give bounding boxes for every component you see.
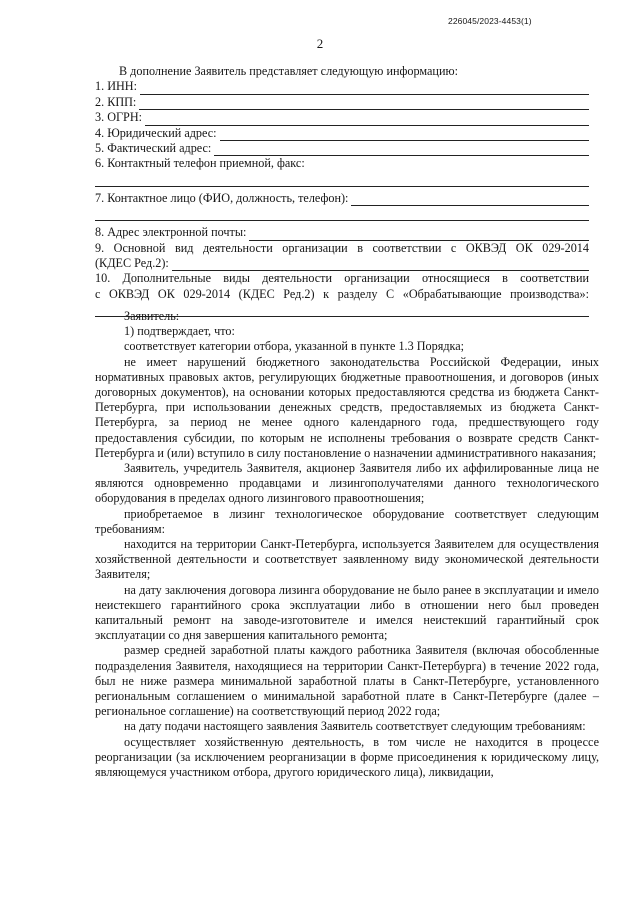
paragraph: находится на территории Санкт-Петербурга, используется Заявителем для осуществления хозяйственной деятельности и соответствует заявленному виду экономической деятельности Заявителя; bbox=[95, 537, 599, 582]
field-main-activity-label: 9. Основной вид деятельности организации в соответствии с ОКВЭД ОК 029-2014 bbox=[95, 240, 589, 255]
paragraph: на дату подачи настоящего заявления Заявитель соответствует следующим требованиям: bbox=[124, 719, 586, 734]
field-kpp-label: 2. КПП: bbox=[95, 94, 137, 109]
field-inn-blank[interactable] bbox=[140, 83, 589, 95]
paragraph: осуществляет хозяйственную деятельность, в том числе не находится в процессе реорганизации (за исключением реорганизации в форме присоединения к юридическому лицу, являющемуся участником отбора, другого юридического лица), ликвидации, bbox=[95, 734, 599, 780]
field-email-blank[interactable] bbox=[249, 229, 589, 241]
field-inn-label: 1. ИНН: bbox=[95, 79, 137, 94]
field-kpp-blank[interactable] bbox=[139, 98, 589, 110]
field-phone-label: 6. Контактный телефон приемной, факс: bbox=[95, 156, 305, 171]
field-ogrn-blank[interactable] bbox=[145, 114, 589, 126]
field-contact-person bbox=[95, 191, 589, 206]
page-number: 2 bbox=[316, 36, 324, 51]
field-contact-person-label: 7. Контактное лицо (ФИО, должность, телефон): bbox=[95, 190, 349, 205]
field-ogrn bbox=[95, 110, 589, 125]
paragraph: на дату заключения договора лизинга оборудование не было ранее в эксплуатации и имело неистекшего гарантийного срока эксплуатации либо в отношении него был проведен капитальный ремонт на заводе-изготовителе и имелся неистекший гарантийный срок эксплуатации со дня завершения капитального ремонта; bbox=[95, 582, 599, 643]
paragraph: размер средней заработной платы каждого работника Заявителя (включая обособленные подразделения Заявителя, находящиеся на территории Санкт-Петербурга) в течение 2022 года, был не ниже размера минимальной заработной платы в Санкт-Петербурге, установленного региональным соглашением о минимальной заработной плате в Санкт-Петербурге (далее – региональное соглашение) на соответствующий период 2022 года; bbox=[95, 643, 599, 719]
paragraph: Заявитель: bbox=[124, 309, 180, 323]
field-main-activity-blank[interactable] bbox=[172, 259, 589, 271]
paragraph: Заявитель, учредитель Заявителя, акционер Заявителя либо их аффилированные лица не являются одновременно продавцами и лизингополучателями данного технологического оборудования в пределах одного лизингового правоотношения; bbox=[95, 461, 599, 506]
field-legal-address bbox=[95, 126, 589, 141]
field-main-activity bbox=[95, 256, 589, 271]
paragraph: приобретаемое в лизинг технологическое оборудование соответствует следующим требованиям: bbox=[95, 506, 599, 536]
declaration-body bbox=[95, 309, 599, 780]
field-extra-activity-label: 10. Дополнительные виды деятельности организации относящиеся в соответствии bbox=[95, 271, 589, 286]
field-contact-person-blank-2[interactable] bbox=[95, 209, 589, 221]
field-ogrn-label: 3. ОГРН: bbox=[95, 110, 143, 125]
field-legal-address-label: 4. Юридический адрес: bbox=[95, 125, 217, 140]
field-extra-activity-label-2: с ОКВЭД ОК 029-2014 (КДЕС Ред.2) к разделу С «Обрабатывающие производства»: bbox=[95, 286, 589, 301]
paragraph: не имеет нарушений бюджетного законодательства Российской Федерации, иных нормативных правовых актов, регулирующих бюджетные правоотношения, и договоров (иных договорных документов), на основании которых предоставляются средства из бюджета Санкт-Петербурга, при использовании денежных средств, предоставляемых из бюджета Санкт-Петербурга, за период не менее одного календарного года, предшествующего году предоставления субсидии, по которым не исполнены требования о возврате средств Санкт-Петербурга и (или) вступило в силу постановление о назначении административного наказания; bbox=[95, 354, 599, 460]
field-inn bbox=[95, 79, 589, 94]
document-id: 226045/2023-4453(1) bbox=[448, 16, 532, 26]
applicant-info-form bbox=[95, 64, 589, 317]
field-legal-address-blank[interactable] bbox=[220, 129, 589, 141]
field-main-activity-label-2: (КДЕС Ред.2): bbox=[95, 256, 169, 271]
field-phone-blank[interactable] bbox=[95, 175, 589, 187]
field-contact-person-blank[interactable] bbox=[351, 194, 589, 206]
field-actual-address-blank[interactable] bbox=[214, 144, 589, 156]
field-email-label: 8. Адрес электронной почты: bbox=[95, 225, 247, 240]
field-actual-address bbox=[95, 141, 589, 156]
paragraph: соответствует категории отбора, указанной в пункте 1.3 Порядка; bbox=[124, 339, 465, 354]
form-intro: В дополнение Заявитель представляет следующую информацию: bbox=[119, 64, 458, 78]
field-email bbox=[95, 225, 589, 240]
paragraph: 1) подтверждает, что: bbox=[124, 324, 235, 339]
field-kpp bbox=[95, 95, 589, 110]
field-actual-address-label: 5. Фактический адрес: bbox=[95, 141, 212, 156]
